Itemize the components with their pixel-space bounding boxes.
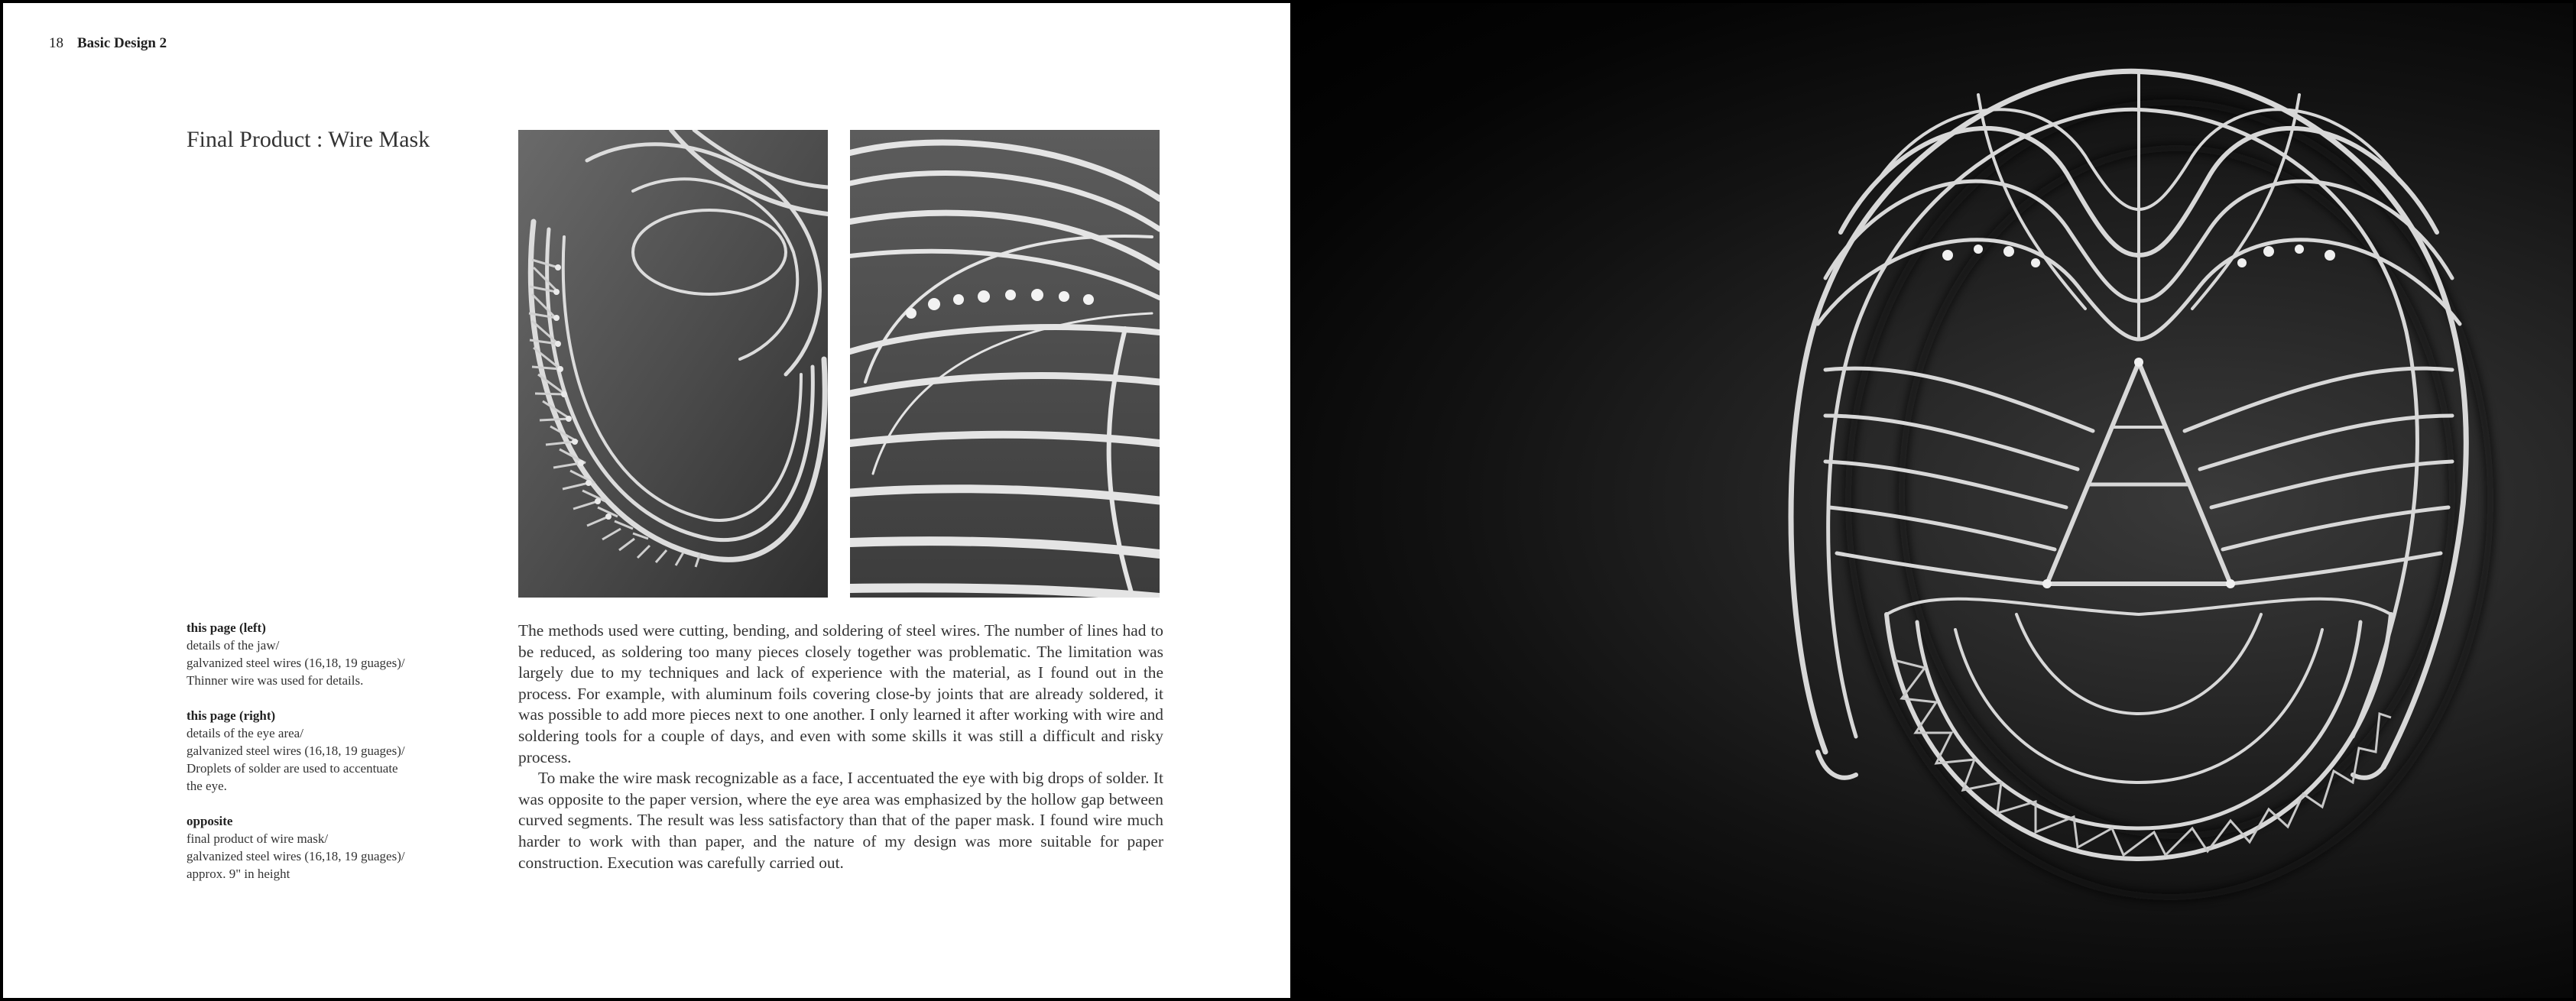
- eye-detail-photo: [850, 130, 1160, 598]
- caption-heading: opposite: [187, 814, 233, 828]
- caption-line: the eye.: [187, 779, 227, 793]
- jaw-detail-photo: [518, 130, 828, 598]
- wire-mask-illustration: [1290, 3, 2573, 998]
- section-title: Basic Design 2: [77, 35, 167, 51]
- page-header: [49, 35, 167, 52]
- left-page: [3, 3, 1290, 998]
- caption-line: Droplets of solder are used to accentuate: [187, 761, 398, 776]
- caption-line: galvanized steel wires (16,18, 19 guages)/: [187, 656, 405, 670]
- caption-heading: this page (left): [187, 620, 266, 635]
- body-paragraph-1: The methods used were cutting, bending, and soldering of steel wires. The number of lines had to be reduced, as soldering too many pieces closely together was problematic. The limitation was largely due to my techniques and lack of experience with the material, as I found out in the process. For example, with aluminum foils covering close-by joints that are already soldered, it was possible to add more pieces next to one another. I only learned it after working with wire and soldering tools for a couple of days, and even with some skills it was still a difficult and risky process.: [518, 621, 1163, 766]
- caption-opposite: [187, 812, 431, 883]
- caption-line: galvanized steel wires (16,18, 19 guages)/: [187, 743, 405, 758]
- caption-line: final product of wire mask/: [187, 831, 329, 846]
- caption-this-page-left: [187, 619, 431, 689]
- wire-mask-photo: [1290, 3, 2573, 998]
- body-text: [518, 620, 1163, 873]
- photo-captions: [187, 619, 431, 900]
- caption-line: approx. 9" in height: [187, 867, 290, 881]
- page-title: Final Product : Wire Mask: [187, 127, 430, 152]
- page-number: 18: [49, 35, 63, 51]
- caption-heading: this page (right): [187, 708, 276, 723]
- caption-line: details of the eye area/: [187, 726, 303, 740]
- body-paragraph-2: To make the wire mask recognizable as a face, I accentuated the eye with big drops of solder. It was opposite to the paper version, where the eye area was emphasized by the hollow gap between curved segments. The result was less satisfactory than that of the paper mask. I found wire much harder to work with than paper, and the nature of my design was more suitable for paper construction. Execution was carefully carried out.: [518, 769, 1163, 872]
- caption-line: galvanized steel wires (16,18, 19 guages)/: [187, 849, 405, 863]
- caption-this-page-right: [187, 707, 431, 795]
- caption-line: Thinner wire was used for details.: [187, 673, 364, 688]
- caption-line: details of the jaw/: [187, 638, 280, 653]
